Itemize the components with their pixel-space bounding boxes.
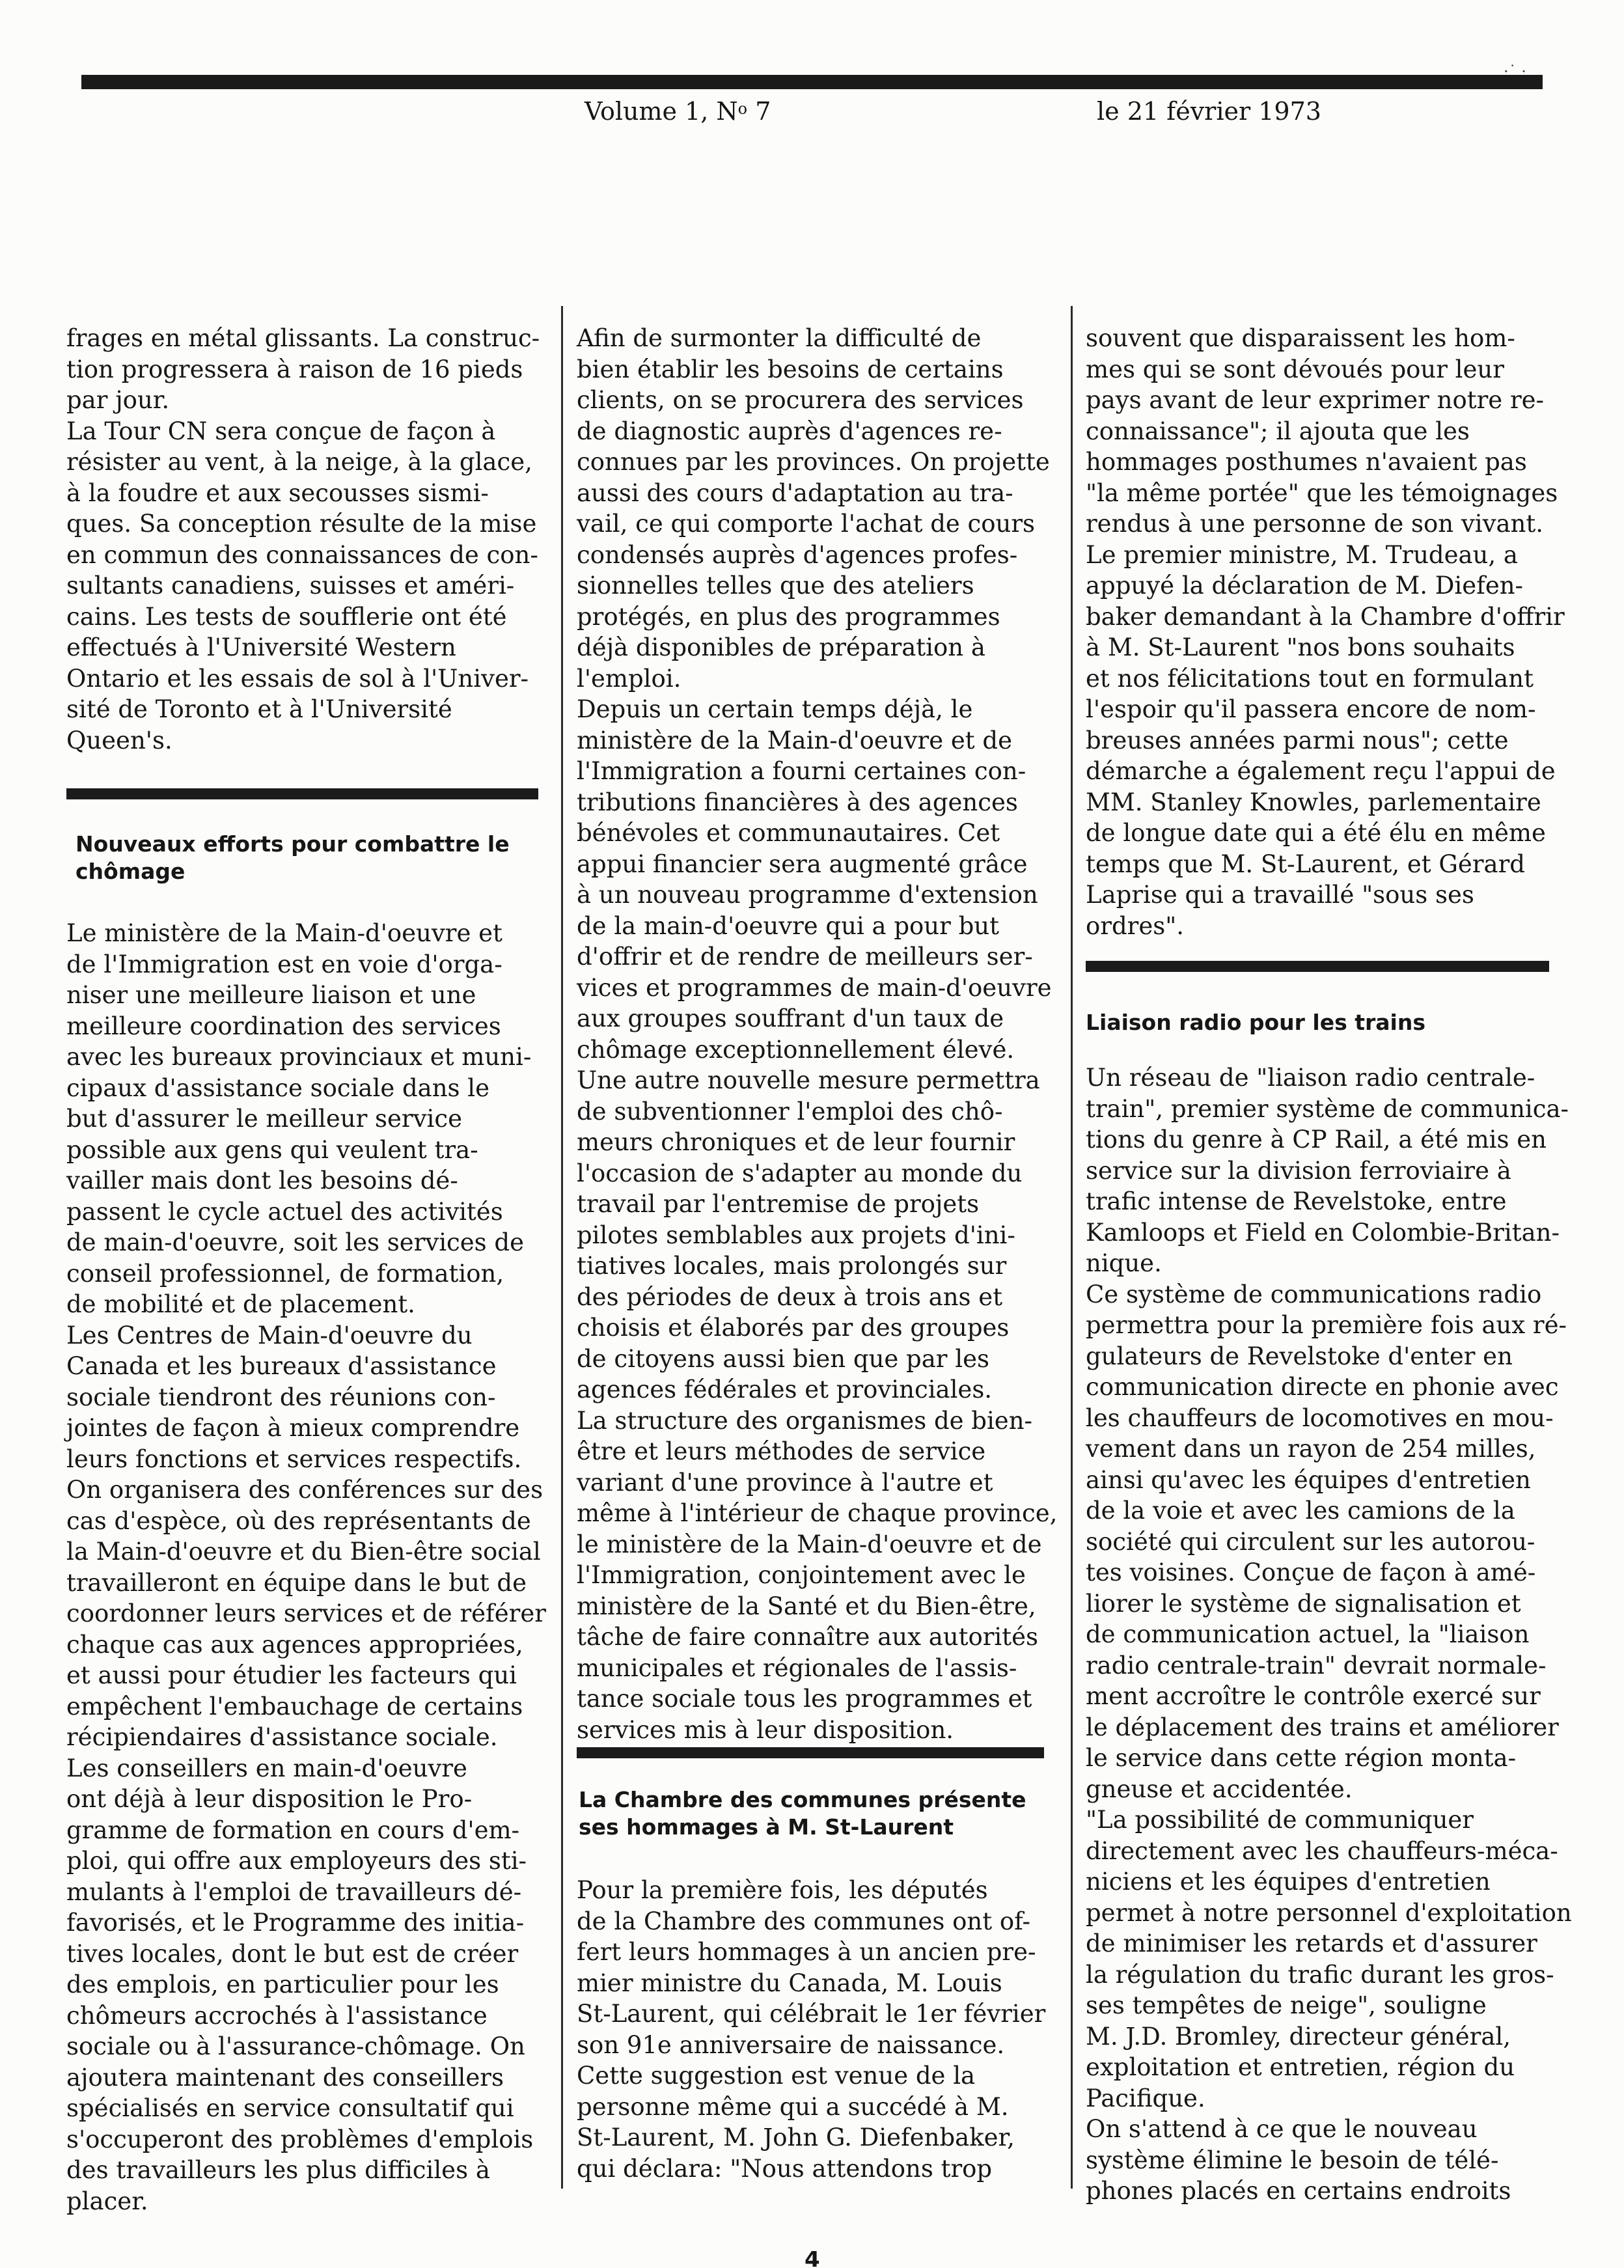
text-line: des périodes de deux à trois ans et xyxy=(577,1282,1003,1311)
text-line: l'emploi. xyxy=(577,664,681,693)
text-line: tâche de faire connaître aux autorités xyxy=(577,1623,1038,1651)
text-line: mes qui se sont dévoués pour leur xyxy=(1086,355,1504,383)
text-line: bien établir les besoins de certains xyxy=(577,355,1004,383)
text-line: les chauffeurs de locomotives en mou- xyxy=(1086,1404,1554,1432)
article-st-laurent-body xyxy=(577,1875,1068,2184)
text-line: possible aux gens qui veulent tra- xyxy=(66,1135,478,1164)
text-line: travail par l'entremise de projets xyxy=(577,1190,980,1218)
article-st-laurent-continuation xyxy=(1086,323,1577,941)
text-line: train", premier système de communica- xyxy=(1086,1094,1569,1123)
text-line: ainsi qu'avec les équipes d'entretien xyxy=(1086,1465,1531,1494)
text-line: rendus à une personne de son vivant. xyxy=(1086,510,1544,538)
text-line: but d'assurer le meilleur service xyxy=(66,1105,462,1133)
text-line: aussi des cours d'adaptation au tra- xyxy=(577,478,1013,507)
headline-line: Nouveaux efforts pour combattre le xyxy=(76,831,510,857)
text-line: "La possibilité de communiquer xyxy=(1086,1806,1474,1834)
text-line: tions du genre à CP Rail, a été mis en xyxy=(1086,1126,1547,1154)
text-line: variant d'une province à l'autre et xyxy=(577,1468,993,1497)
text-line: gneuse et accidentée. xyxy=(1086,1775,1353,1803)
text-line: sociale tiendront des réunions con- xyxy=(66,1383,496,1411)
corner-mark: ·˙ · xyxy=(1504,62,1526,81)
text-line: pays avant de leur exprimer notre re- xyxy=(1086,386,1545,414)
text-line: sociale ou à l'assurance-chômage. On xyxy=(66,2032,525,2060)
text-line: cains. Les tests de soufflerie ont été xyxy=(66,602,507,631)
text-line: Un réseau de "liaison radio centrale- xyxy=(1086,1064,1535,1092)
text-line: Ontario et les essais de sol à l'Univer- xyxy=(66,664,529,693)
text-line: sité de Toronto et à l'Université xyxy=(66,695,452,723)
text-line: ministère de la Santé et du Bien-être, xyxy=(577,1592,1036,1620)
text-line: Queen's. xyxy=(66,726,172,754)
text-line: liorer le système de signalisation et xyxy=(1086,1589,1521,1618)
text-line: frages en métal glissants. La construc- xyxy=(66,324,540,352)
text-line: à la foudre et aux secousses sismi- xyxy=(66,478,489,507)
text-line: niser une meilleure liaison et une xyxy=(66,981,476,1009)
text-line: ordres". xyxy=(1086,911,1184,940)
text-line: connaissance"; il ajouta que les xyxy=(1086,417,1470,445)
text-line: tes voisines. Conçue de façon à amé- xyxy=(1086,1558,1536,1586)
text-line: par jour. xyxy=(66,386,170,414)
text-line: personne même qui a succédé à M. xyxy=(577,2092,1009,2121)
text-line: de citoyens aussi bien que par les xyxy=(577,1344,989,1373)
text-line: Canada et les bureaux d'assistance xyxy=(66,1352,497,1380)
headline-chomage xyxy=(76,831,510,885)
text-line: favorisés, et le Programme des initia- xyxy=(66,1909,525,1937)
text-line: sionnelles telles que des ateliers xyxy=(577,572,974,600)
article-radio-body xyxy=(1086,1062,1577,2207)
text-line: ses tempêtes de neige", souligne xyxy=(1086,1991,1487,2019)
text-line: la Main-d'oeuvre et du Bien-être social xyxy=(66,1538,541,1566)
text-line: passent le cycle actuel des activités xyxy=(66,1197,503,1226)
text-line: Afin de surmonter la difficulté de xyxy=(577,324,982,352)
headline-line: Liaison radio pour les trains xyxy=(1086,1010,1425,1035)
text-line: service sur la division ferroviaire à xyxy=(1086,1156,1511,1185)
article-chomage-body xyxy=(66,918,558,2217)
text-line: niciens et les équipes d'entretien xyxy=(1086,1868,1491,1896)
text-line: hommages posthumes n'avaient pas xyxy=(1086,448,1527,476)
text-line: vail, ce qui comporte l'achat de cours xyxy=(577,510,1036,538)
text-line: l'espoir qu'il passera encore de nom- xyxy=(1086,695,1536,723)
text-line: chaque cas aux agences appropriées, xyxy=(66,1630,523,1659)
text-line: effectués à l'Université Western xyxy=(66,633,456,661)
text-line: appuyé la déclaration de M. Diefen- xyxy=(1086,572,1524,600)
text-line: même à l'intérieur de chaque province, xyxy=(577,1499,1058,1527)
text-line: des travailleurs les plus difficiles à xyxy=(66,2156,490,2184)
text-line: La structure des organismes de bien- xyxy=(577,1406,1033,1435)
text-line: de l'Immigration est en voie d'orga- xyxy=(66,950,502,978)
text-line: système élimine le besoin de télé- xyxy=(1086,2146,1499,2174)
text-line: M. J.D. Bromley, directeur général, xyxy=(1086,2022,1511,2051)
text-line: qui déclara: "Nous attendons trop xyxy=(577,2154,993,2183)
text-line: à M. St-Laurent "nos bons souhaits xyxy=(1086,633,1515,661)
text-line: démarche a également reçu l'appui de xyxy=(1086,757,1556,785)
column-3 xyxy=(1086,323,1577,941)
headline-line: ses hommages à M. St-Laurent xyxy=(579,1814,954,1840)
text-line: permettra pour la première fois aux ré- xyxy=(1086,1311,1567,1339)
article-chomage-continuation xyxy=(577,323,1068,1745)
text-line: nique. xyxy=(1086,1249,1162,1277)
text-line: et nos félicitations tout en formulant xyxy=(1086,664,1534,693)
text-line: meilleure coordination des services xyxy=(66,1012,501,1040)
text-line: ploi, qui offre aux employeurs des sti- xyxy=(66,1847,527,1875)
text-line: Le ministère de la Main-d'oeuvre et xyxy=(66,919,502,947)
text-line: directement avec les chauffeurs-méca- xyxy=(1086,1836,1558,1865)
text-line: Depuis un certain temps déjà, le xyxy=(577,695,973,723)
headline-radio xyxy=(1086,1009,1425,1036)
column-1 xyxy=(66,323,558,756)
text-line: souvent que disparaissent les hom- xyxy=(1086,324,1515,352)
text-line: résister au vent, à la neige, à la glace, xyxy=(66,448,532,476)
text-line: l'Immigration, conjointement avec le xyxy=(577,1561,1026,1589)
text-line: municipales et régionales de l'assis- xyxy=(577,1653,1017,1682)
text-line: d'offrir et de rendre de meilleurs ser- xyxy=(577,943,1033,971)
issue-date: le 21 février 1973 xyxy=(1097,97,1321,126)
text-line: Pacifique. xyxy=(1086,2084,1205,2112)
text-line: de subventionner l'emploi des chô- xyxy=(577,1097,1003,1126)
text-line: être et leurs méthodes de service xyxy=(577,1437,986,1465)
text-line: agences fédérales et provinciales. xyxy=(577,1376,993,1404)
text-line: empêchent l'embauchage de certains xyxy=(66,1692,523,1721)
masthead-rule xyxy=(81,75,1543,89)
text-line: le service dans cette région monta- xyxy=(1086,1744,1517,1772)
text-line: en commun des connaissances de con- xyxy=(66,540,538,569)
text-line: On s'attend à ce que le nouveau xyxy=(1086,2115,1478,2143)
headline-st-laurent xyxy=(579,1786,1026,1841)
text-line: mier ministre du Canada, M. Louis xyxy=(577,1969,1002,1997)
text-line: de la main-d'oeuvre qui a pour but xyxy=(577,911,999,940)
text-line: tributions financières à des agences xyxy=(577,788,1018,816)
text-line: St-Laurent, M. John G. Diefenbaker, xyxy=(577,2123,1015,2151)
text-line: avec les bureaux provinciaux et muni- xyxy=(66,1043,532,1071)
text-line: fert leurs hommages à un ancien pre- xyxy=(577,1938,1036,1966)
text-line: son 91e anniversaire de naissance. xyxy=(577,2030,1005,2059)
text-line: breuses années parmi nous"; cette xyxy=(1086,726,1509,754)
text-line: placer. xyxy=(66,2187,148,2215)
text-line: Les conseillers en main-d'oeuvre xyxy=(66,1754,467,1782)
text-line: trafic intense de Revelstoke, entre xyxy=(1086,1187,1507,1215)
text-line: vement dans un rayon de 254 milles, xyxy=(1086,1435,1536,1463)
section-rule-radio xyxy=(1086,961,1549,972)
text-line: La Tour CN sera conçue de façon à xyxy=(66,417,496,445)
text-line: récipiendaires d'assistance sociale. xyxy=(66,1723,498,1751)
column-divider-1 xyxy=(561,306,563,2189)
section-rule-chomage xyxy=(66,788,538,799)
text-line: leurs fonctions et services respectifs. xyxy=(66,1445,522,1473)
text-line: ajoutera maintenant des conseillers xyxy=(66,2063,504,2092)
text-line: de mobilité et de placement. xyxy=(66,1290,415,1318)
text-line: gramme de formation en cours d'em- xyxy=(66,1816,520,1844)
text-line: vailler mais dont les besoins dé- xyxy=(66,1167,458,1195)
text-line: connues par les provinces. On projette xyxy=(577,448,1050,476)
article-continuation-cn-tower xyxy=(66,323,558,756)
text-line: cipaux d'assistance sociale dans le xyxy=(66,1073,490,1102)
text-line: de communication actuel, la "liaison xyxy=(1086,1620,1530,1648)
text-line: cas d'espèce, où des représentants de xyxy=(66,1506,531,1535)
section-rule-st-laurent xyxy=(577,1747,1044,1758)
text-line: pilotes semblables aux projets d'ini- xyxy=(577,1221,1015,1249)
text-line: chômeurs accrochés à l'assistance xyxy=(66,2001,488,2030)
text-line: appui financier sera augmenté grâce xyxy=(577,850,1028,878)
text-line: temps que M. St-Laurent, et Gérard xyxy=(1086,850,1525,878)
text-line: exploitation et entretien, région du xyxy=(1086,2053,1515,2081)
text-line: ques. Sa conception résulte de la mise xyxy=(66,510,537,538)
text-line: Pour la première fois, les députés xyxy=(577,1876,988,1904)
text-line: aux groupes souffrant d'un taux de xyxy=(577,1004,1004,1032)
text-line: gulateurs de Revelstoke d'enter en xyxy=(1086,1342,1513,1370)
text-line: de la Chambre des communes ont of- xyxy=(577,1907,1031,1935)
text-line: bénévoles et communautaires. Cet xyxy=(577,819,1000,847)
text-line: Le premier ministre, M. Trudeau, a xyxy=(1086,540,1518,569)
text-line: mulants à l'emploi de travailleurs dé- xyxy=(66,1877,522,1906)
text-line: choisis et élaborés par des groupes xyxy=(577,1314,1010,1342)
text-line: permet à notre personnel d'exploitation xyxy=(1086,1898,1572,1927)
text-line: Cette suggestion est venue de la xyxy=(577,2062,976,2090)
text-line: ment accroître le contrôle exercé sur xyxy=(1086,1682,1541,1710)
headline-line: La Chambre des communes présente xyxy=(579,1787,1026,1812)
text-line: de minimiser les retards et d'assurer xyxy=(1086,1929,1537,1957)
text-line: le ministère de la Main-d'oeuvre et de xyxy=(577,1530,1042,1558)
text-line: chômage exceptionnellement élevé. xyxy=(577,1035,1015,1064)
column-divider-2 xyxy=(1071,306,1073,2189)
text-line: condensés auprès d'agences profes- xyxy=(577,540,1018,569)
text-line: coordonner leurs services et de référer xyxy=(66,1599,546,1627)
text-line: de diagnostic auprès d'agences re- xyxy=(577,417,1002,445)
text-line: tives locales, dont le but est de créer xyxy=(66,1939,519,1968)
text-line: Ce système de communications radio xyxy=(1086,1280,1542,1308)
text-line: Kamloops et Field en Colombie-Britan- xyxy=(1086,1218,1560,1247)
text-line: spécialisés en service consultatif qui xyxy=(66,2094,514,2122)
text-line: MM. Stanley Knowles, parlementaire xyxy=(1086,788,1541,816)
text-line: baker demandant à la Chambre d'offrir xyxy=(1086,602,1565,631)
text-line: des emplois, en particulier pour les xyxy=(66,1971,499,1998)
text-line: travailleront en équipe dans le but de xyxy=(66,1568,527,1597)
text-line: ont déjà à leur disposition le Pro- xyxy=(66,1785,473,1813)
text-line: Les Centres de Main-d'oeuvre du xyxy=(66,1321,473,1349)
text-line: vices et programmes de main-d'oeuvre xyxy=(577,973,1052,1002)
text-line: On organisera des conférences sur des xyxy=(66,1476,544,1504)
text-line: phones placés en certains endroits xyxy=(1086,2177,1511,2205)
text-line: de la voie et avec les camions de la xyxy=(1086,1497,1515,1525)
text-line: services mis à leur disposition. xyxy=(577,1715,954,1744)
text-line: tion progressera à raison de 16 pieds xyxy=(66,355,523,383)
text-line: Laprise qui a travaillé "sous ses xyxy=(1086,881,1474,909)
text-line: la régulation du trafic durant les gros- xyxy=(1086,1960,1554,1989)
text-line: ministère de la Main-d'oeuvre et de xyxy=(577,726,1012,754)
text-line: Une autre nouvelle mesure permettra xyxy=(577,1066,1040,1094)
text-line: jointes de façon à mieux comprendre xyxy=(66,1414,520,1442)
text-line: déjà disponibles de préparation à xyxy=(577,633,985,661)
text-line: tiatives locales, mais prolongés sur xyxy=(577,1252,1007,1280)
text-line: communication directe en phonie avec xyxy=(1086,1373,1559,1401)
text-line: conseil professionnel, de formation, xyxy=(66,1259,504,1288)
text-line: le déplacement des trains et améliorer xyxy=(1086,1713,1559,1741)
text-line: meurs chroniques et de leur fournir xyxy=(577,1128,1015,1156)
volume-label: Volume 1, $N^o$ 7 xyxy=(585,97,771,126)
text-line: radio centrale-train" devrait normale- xyxy=(1086,1651,1547,1680)
text-line: et aussi pour étudier les facteurs qui xyxy=(66,1661,517,1689)
text-line: protégés, en plus des programmes xyxy=(577,602,1000,631)
column-2 xyxy=(577,323,1068,1745)
text-line: à un nouveau programme d'extension xyxy=(577,881,1038,909)
text-line: clients, on se procurera des services xyxy=(577,386,1024,414)
page-number: 4 xyxy=(805,2251,820,2268)
text-line: sultants canadiens, suisses et améri- xyxy=(66,572,515,600)
text-line: l'occasion de s'adapter au monde du xyxy=(577,1159,1023,1187)
text-line: société qui circulent sur les autorou- xyxy=(1086,1527,1535,1556)
text-line: s'occuperont des problèmes d'emplois xyxy=(66,2125,534,2153)
text-line: l'Immigration a fourni certaines con- xyxy=(577,757,1026,785)
text-line: tance sociale tous les programmes et xyxy=(577,1685,1032,1713)
text-line: de main-d'oeuvre, soit les services de xyxy=(66,1228,524,1256)
text-line: "la même portée" que les témoignages xyxy=(1086,478,1558,507)
text-line: de longue date qui a été élu en même xyxy=(1086,819,1546,847)
text-line: St-Laurent, qui célébrait le 1er février xyxy=(577,2000,1046,2028)
headline-line: chômage xyxy=(76,859,186,884)
